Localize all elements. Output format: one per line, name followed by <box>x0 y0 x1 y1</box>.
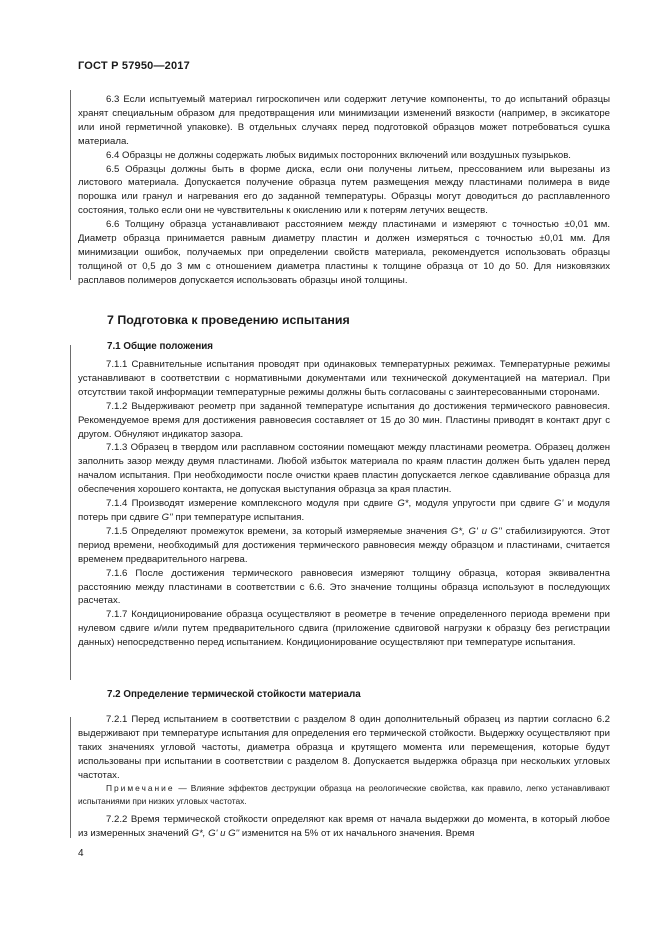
symbol-list: G*, G' и G'' <box>191 827 240 839</box>
paragraph-6-6: 6.6 Толщину образца устанавливают расстоянием между пластинами и измеряют с точностью ±0,01 мм. Диаметр образца принимается равным диаметру пластин и должен измеряться с точностью ±0,01 мм. Для минимизации ошибок, получаемых при определении свойств материала, рекомендуется использовать образцы толщиной от 0,5 до 3 мм с отношением диаметра пластины к толщине образца от 10 до 50. Для низковязких расплавов полимеров допускается использовать образцы иной толщины. <box>78 219 610 286</box>
text-run: 7.2.2 Время термической стойкости определяют как время от начала выдержки до момента, в который любое из измеренных значений <box>78 814 610 839</box>
section-6-text <box>78 93 610 288</box>
paragraph-7-1-1: 7.1.1 Сравнительные испытания проводят при одинаковых температурных режимах. Температурные режимы устанавливают в соответствии с нормативными документами или технической документацией на материал. При отсутствии такой информации температурные режимы должны быть согласованы с заинтересованными сторонами. <box>78 359 610 398</box>
symbol-list: G*, G' и G'' <box>450 525 502 537</box>
note-text: — Влияние эффектов деструкции образца на реологические свойства, как правило, легко устанавливают испытаниями при низких угловых частотах. <box>78 783 610 806</box>
paragraph-7-1-2: 7.1.2 Выдерживают реометр при заданной температуре испытания до достижения термического равновесия. Рекомендуемое время для достижения равновесия составляет от 15 до 30 мин. Пластины приводят в контакт друг с другом. Обнуляют индикатор зазора. <box>78 400 610 440</box>
subsection-7-1-title: 7.1 Общие положения <box>107 341 214 352</box>
text-run: изменится на 5% от их начального значения. Время <box>239 827 475 839</box>
paragraph-6-5: 6.5 Образцы должны быть в форме диска, если они получены литьем, прессованием или вырезаны из листового материала. Допускается получение образца путем размещения между пластинами полимера в виде порошка или гранул и нагревания его до заданной температуры. Образцы могут доводиться до расплавленного состояния, только если они не чувствительны к окислению или к потерям летучих веществ. <box>78 163 610 217</box>
paragraph-7-1-6: 7.1.6 После достижения термического равновесия измеряют толщину образца, которая эквивалентна расстоянию между пластинами в соответствии с 6.6. Это значение толщины образца используют в последующих расчетах. <box>78 567 610 607</box>
subsection-7-2-title: 7.2 Определение термической стойкости материала <box>107 689 361 700</box>
text-run: и модуля потерь при сдвиге <box>78 498 610 523</box>
section-7-1-text <box>78 358 610 650</box>
text-run: стабилизируются. Этот период времени, необходимый для достижения термического равновесия между образцом и пластинами, считается временем предварительного нагрева. <box>78 525 610 565</box>
section-7-2-2-text <box>78 813 610 841</box>
text-run: 7.1.5 Определяют промежуток времени, за который измеряемые значения <box>106 525 451 537</box>
change-bar <box>70 90 71 280</box>
paragraph-7-1-3: 7.1.3 Образец в твердом или расплавном состоянии помещают между пластинами реометра. Образец должен заполнить зазор между двумя пластинами. Любой избыток материала по краям пластин должен быть удален перед началом испытания. При необходимости после очистки краев пластин допускается легкое сдавливание образца для обеспечения хорошего контакта, не допуская выступания образца за края пластин. <box>78 442 610 496</box>
paragraph-7-2-1: 7.2.1 Перед испытанием в соответствии с разделом 8 один дополнительный образец из партии согласно 6.2 выдерживают при температуре испытания для определения его термической стойкости. Выдержку осуществляют при таких значениях угловой частоты, диаметра образца и крутящего момента или перемещения, которые будут использованы при испытании в соответствии с разделом 8. Допускается выдержка образца при нескольких угловых частотах. <box>78 714 610 781</box>
note <box>78 782 610 807</box>
page-number: 4 <box>78 848 84 859</box>
paragraph-7-1-7: 7.1.7 Кондиционирование образца осуществляют в реометре в течение определенного периода времени при нулевом сдвиге и/или путем предварительного сдвига (приложение сдвиговой нагрузки к образцу без регистрации данных) непосредственно перед испытанием. Кондиционирование осуществляют при температуре испытания. <box>78 609 610 649</box>
text-run: , модуля упругости при сдвиге <box>408 498 555 510</box>
change-bar <box>70 717 71 838</box>
section-7-2-text <box>78 713 610 783</box>
paragraph-6-3: 6.3 Если испытуемый материал гигроскопичен или содержит летучие компоненты, то до испытаний образцы хранят специальным образом для предотвращения или минимизации изменений вязкости (например, в эксикаторе или иной герметичной упаковке). В отдельных случаях перед подготовкой образцов может потребоваться сушка материала. <box>78 94 610 147</box>
change-bar <box>70 345 71 680</box>
paragraph-7-1-4 <box>78 497 610 525</box>
document-header: ГОСТ Р 57950—2017 <box>78 60 190 72</box>
paragraph-6-4: 6.4 Образцы не должны содержать любых видимых посторонних включений или воздушных пузырьков. <box>106 149 571 161</box>
note-paragraph <box>78 782 610 807</box>
text-run: 7.1.4 Производят измерение комплексного модуля при сдвиге <box>106 498 398 510</box>
text-run: при температуре испытания. <box>172 511 305 523</box>
symbol-g-star: G* <box>397 498 409 510</box>
note-label: Примечание <box>106 783 175 793</box>
section-7-title: 7 Подготовка к проведению испытания <box>107 313 350 327</box>
symbol-g-prime: G' <box>554 498 564 510</box>
symbol-g-dprime: G'' <box>161 511 173 523</box>
paragraph-7-1-5 <box>78 525 610 567</box>
paragraph-7-2-2 <box>78 813 610 841</box>
